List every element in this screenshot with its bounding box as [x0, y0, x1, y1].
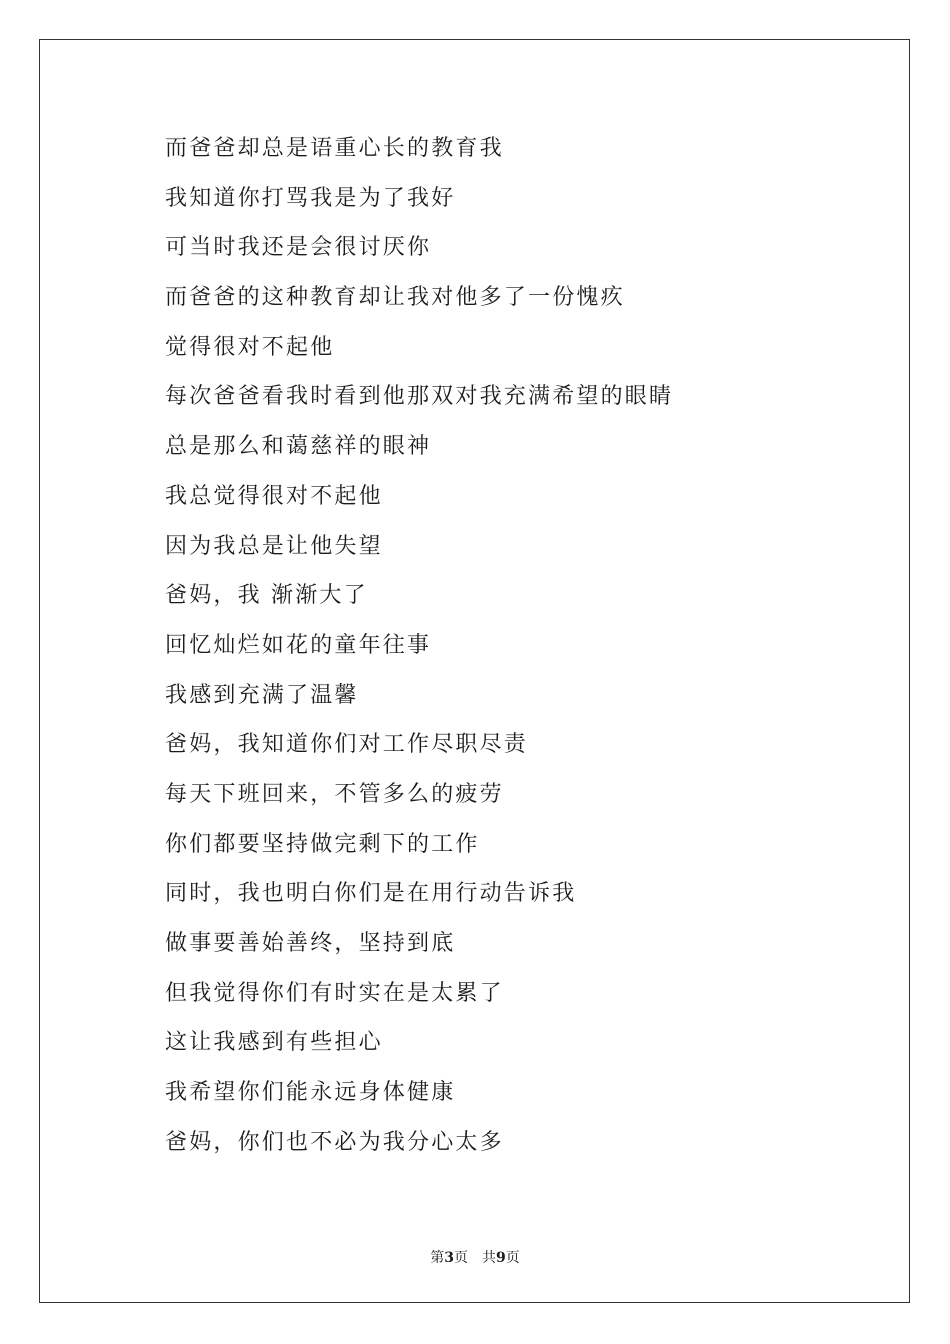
document-body: [165, 131, 673, 1174]
text-line: 但我觉得你们有时实在是太累了: [165, 980, 504, 1006]
text-line: 爸妈，我 渐渐大了: [165, 583, 368, 609]
text-line: 每天下班回来，不管多么的疲劳: [165, 781, 504, 807]
page-suffix: 页: [454, 1250, 468, 1266]
text-line: 我知道你打骂我是为了我好: [165, 185, 456, 211]
text-line: 每次爸爸看我时看到他那双对我充满希望的眼睛: [165, 384, 674, 410]
text-line: 爸妈，我知道你们对工作尽职尽责: [165, 732, 529, 758]
page-footer: [0, 1247, 950, 1267]
total-prefix: 共: [482, 1250, 496, 1266]
text-line: 总是那么和蔼慈祥的眼神: [165, 434, 432, 460]
page-number: 3: [444, 1250, 454, 1266]
total-pages: 9: [496, 1250, 506, 1266]
text-line: 而爸爸的这种教育却让我对他多了一份愧疚: [165, 285, 625, 311]
text-line: 因为我总是让他失望: [165, 533, 383, 559]
text-line: 我希望你们能永远身体健康: [165, 1080, 456, 1106]
text-line: 爸妈，你们也不必为我分心太多: [165, 1129, 504, 1155]
total-suffix: 页: [505, 1250, 520, 1266]
text-line: 而爸爸却总是语重心长的教育我: [165, 136, 504, 161]
text-line: 做事要善始善终，坚持到底: [165, 931, 456, 956]
text-line: 我感到充满了温馨: [165, 682, 359, 708]
text-line: 这让我感到有些担心: [165, 1030, 383, 1056]
text-line: 觉得很对不起他: [165, 334, 335, 360]
text-line: 回忆灿烂如花的童年往事: [165, 632, 432, 658]
text-line: 可当时我还是会很讨厌你: [165, 235, 432, 261]
text-line: 你们都要坚持做完剩下的工作: [165, 831, 480, 857]
text-line: 同时，我也明白你们是在用行动告诉我: [165, 881, 577, 907]
text-line: 我总觉得很对不起他: [165, 483, 383, 509]
page-prefix: 第: [430, 1250, 445, 1266]
